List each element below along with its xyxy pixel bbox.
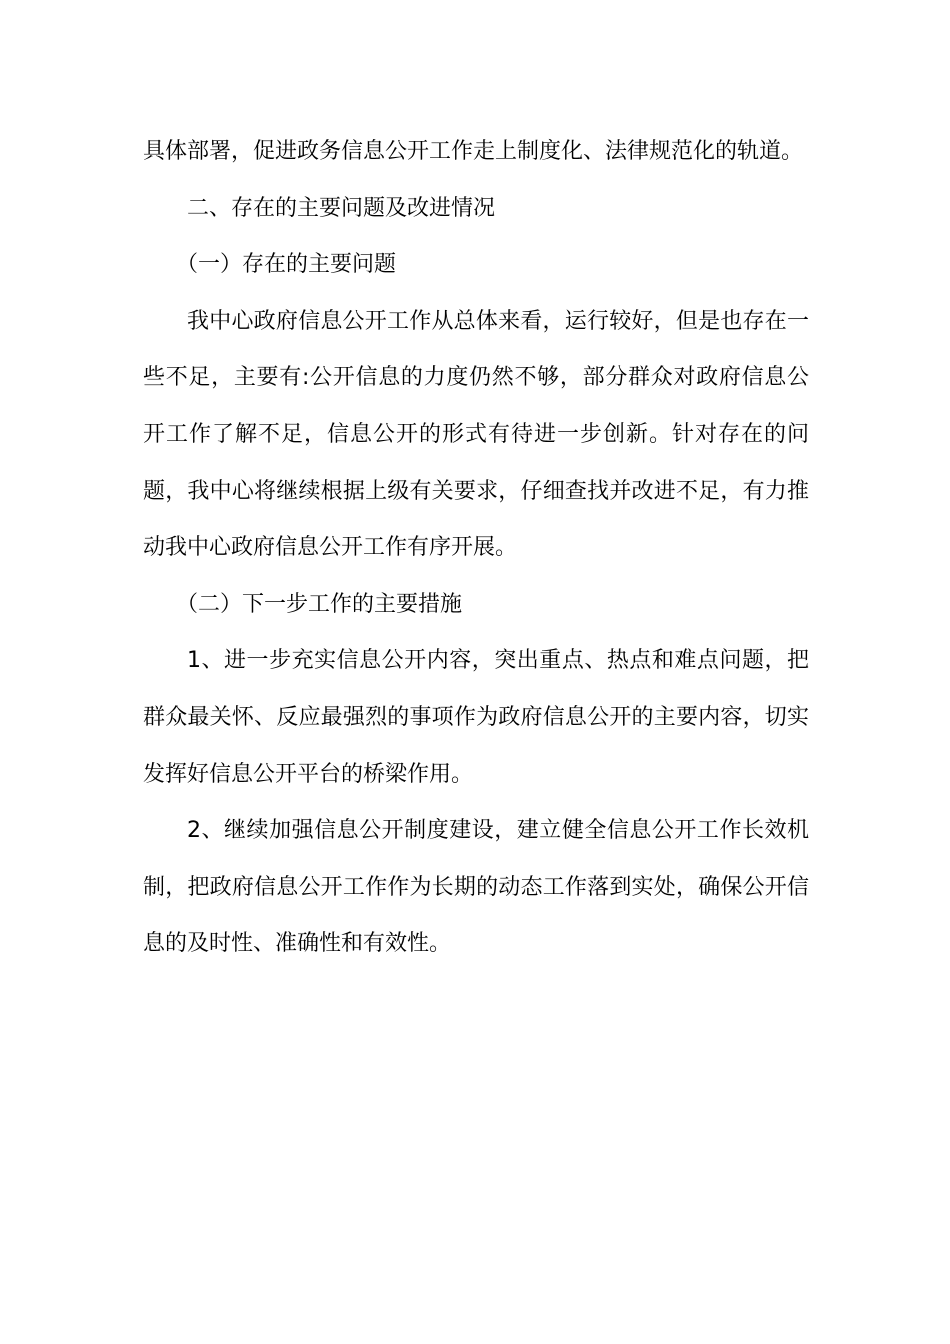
- paragraph-measure-1: 1、进一步充实信息公开内容，突出重点、热点和难点问题，把群众最关怀、反应最强烈的事项作为政府信息公开的主要内容，切实发挥好信息公开平台的桥梁作用。: [143, 648, 809, 787]
- paragraph-continuation: 具体部署，促进政务信息公开工作走上制度化、法律规范化的轨道。: [143, 139, 804, 164]
- subsection-heading-measures: （二）下一步工作的主要措施: [176, 591, 463, 617]
- paragraph-measure-2: 2、继续加强信息公开制度建设，建立健全信息公开工作长效机制，把政府信息公开工作作为长期的动态工作落到实处，确保公开信息的及时性、准确性和有效性。: [143, 818, 809, 957]
- section-heading-2: 二、存在的主要问题及改进情况: [187, 195, 496, 221]
- subsection-heading-problems: （一）存在的主要问题: [176, 252, 397, 278]
- paragraph-problems: 我中心政府信息公开工作从总体来看，运行较好，但是也存在一些不足，主要有:公开信息的力度仍然不够，部分群众对政府信息公开工作了解不足，信息公开的形式有待进一步创新。针对存在的问题，我中心将继续根据上级有关要求，仔细查找并改进不足，有力推动我中心政府信息公开工作有序开展。: [143, 308, 809, 561]
- document-body: [143, 124, 809, 973]
